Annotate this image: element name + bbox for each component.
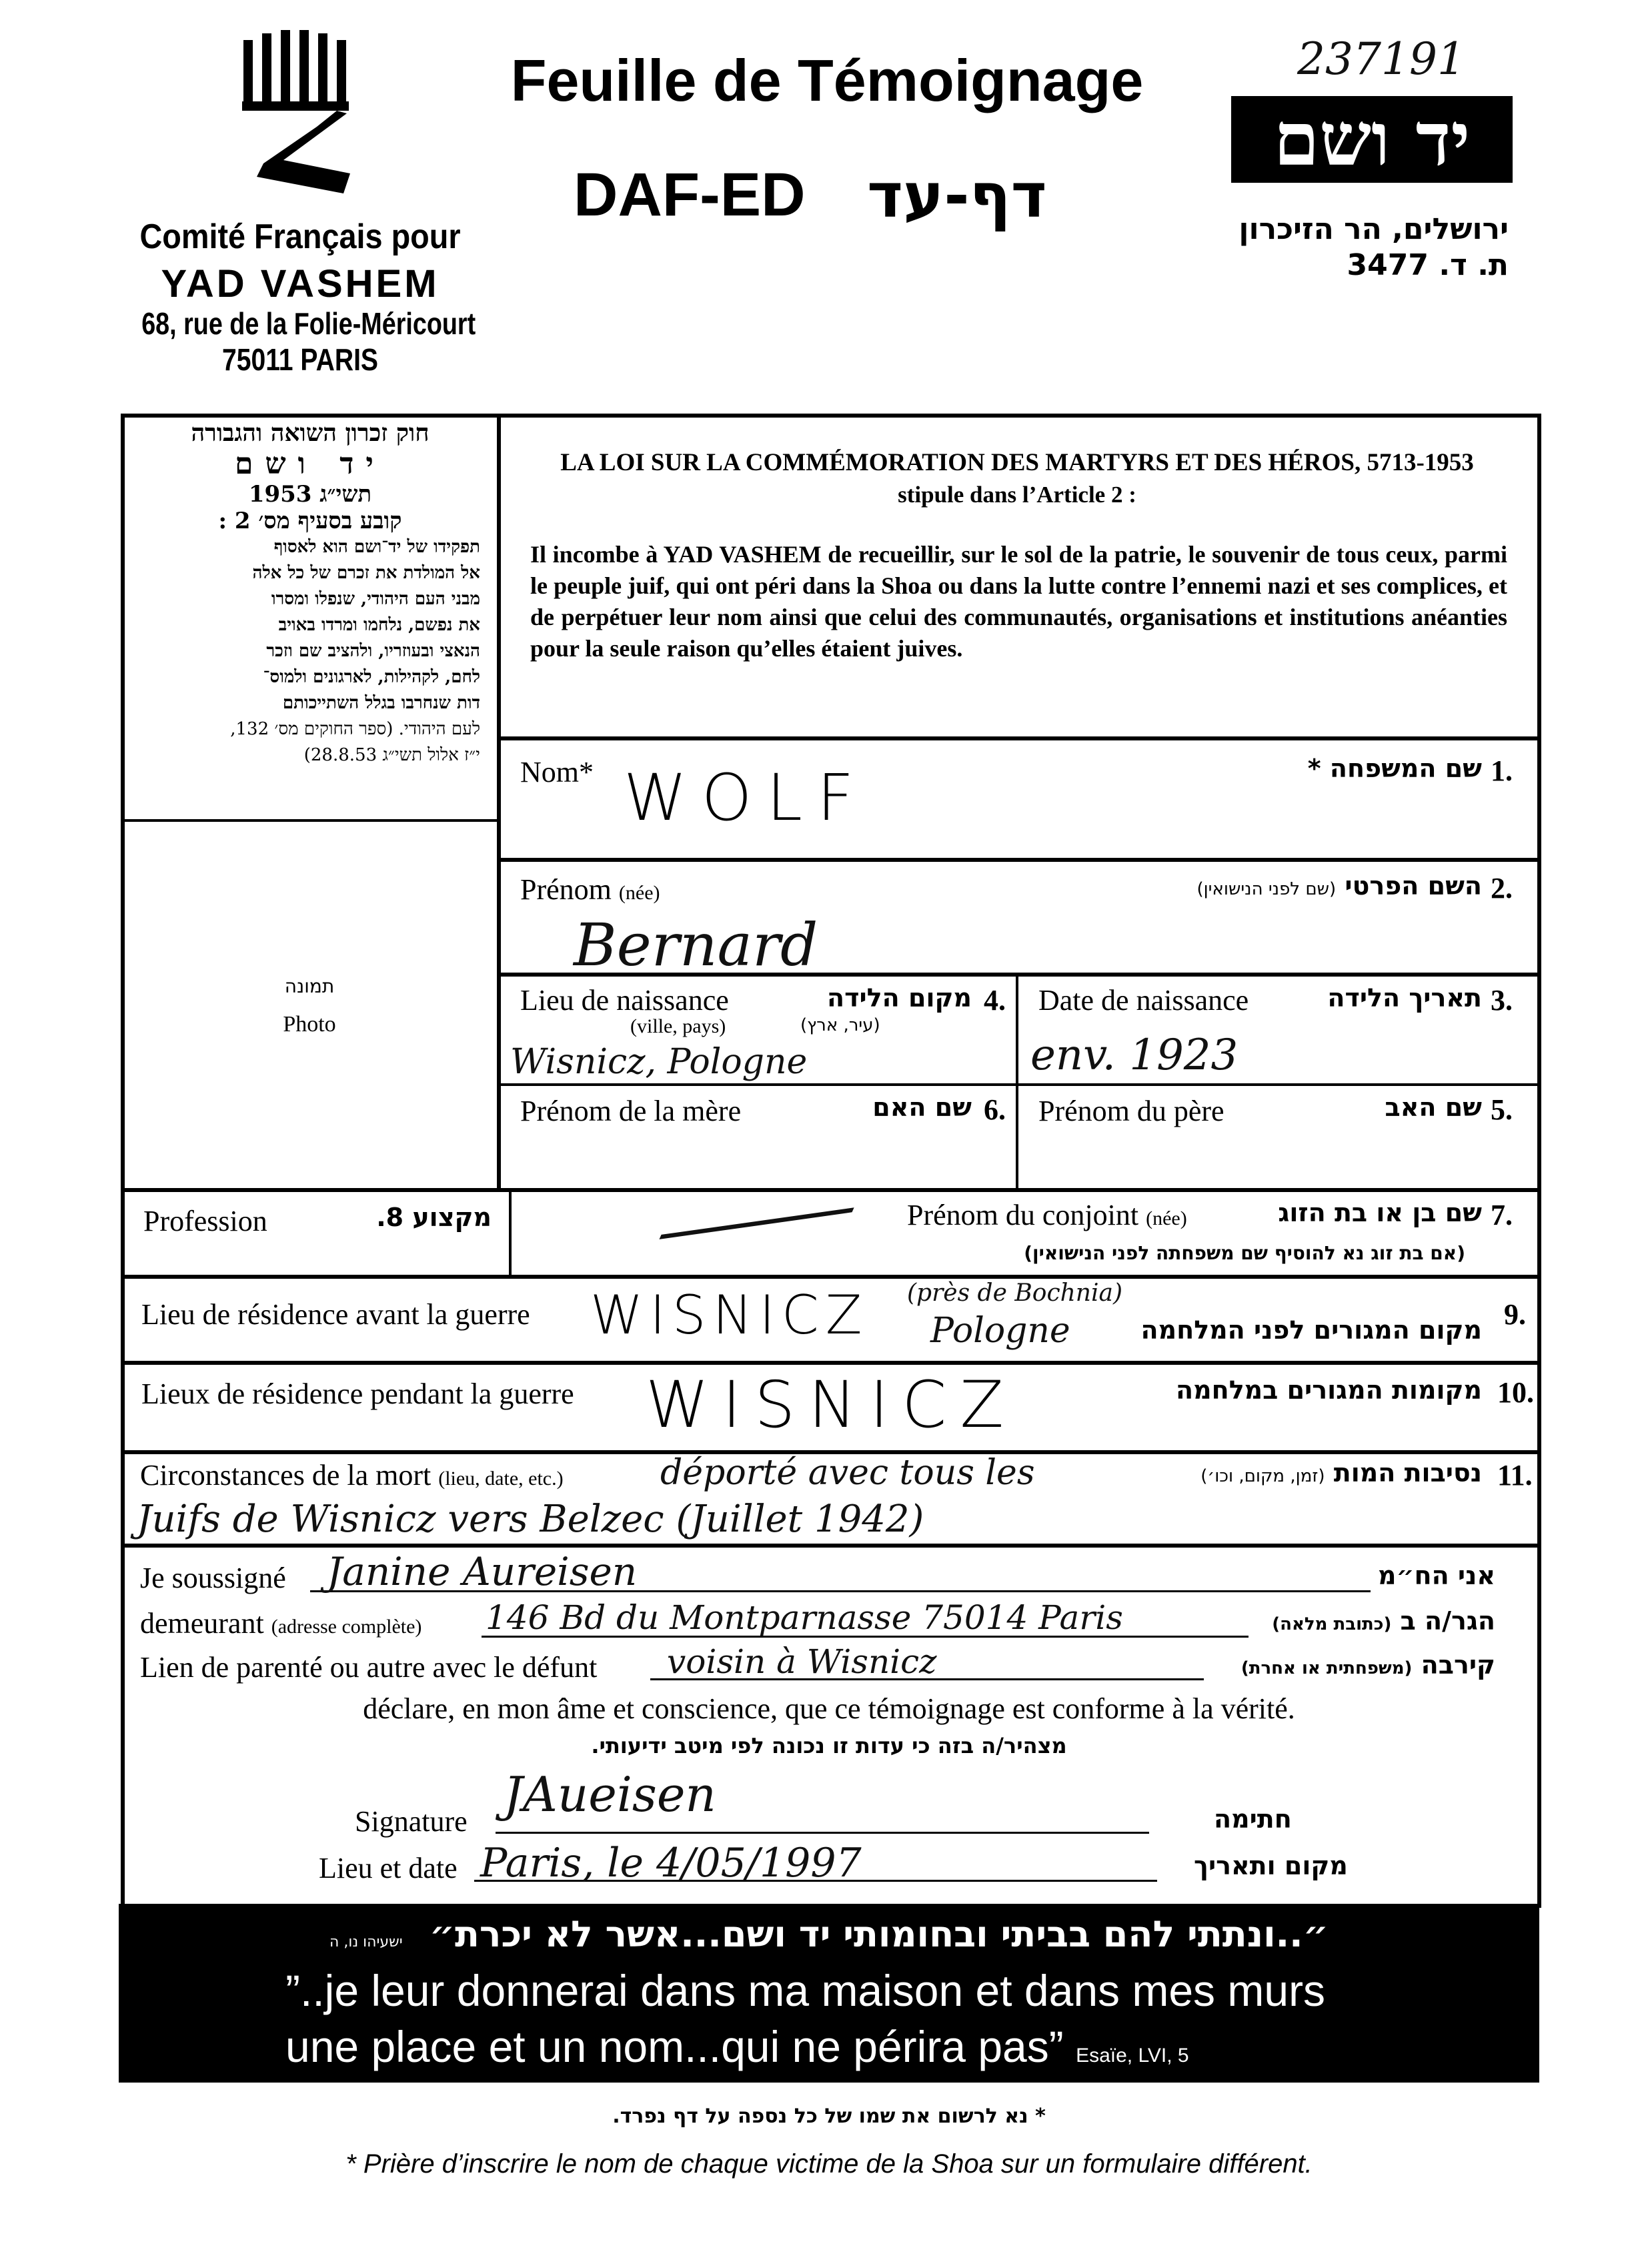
page-title: Feuille de Témoignage (510, 47, 1144, 113)
quote-he-row (119, 1913, 1539, 1955)
law-he-title: חוק זכרון השואה והגבורה (191, 419, 430, 447)
profession-label-he (376, 1203, 492, 1232)
circonstances-label-he (1200, 1458, 1482, 1488)
circonstances-note-he: (זמן, מקום, וכו׳) (1200, 1466, 1325, 1486)
field-number: 6. (984, 1093, 1006, 1126)
row-divider (121, 1275, 1537, 1279)
lien-note-he: (משפחתית או אחרת) (1241, 1658, 1413, 1678)
demeurant-label-he (1272, 1606, 1495, 1636)
date-naissance-label: Date de naissance (1038, 984, 1249, 1017)
org-yad-vashem: YAD VASHEM (161, 262, 440, 306)
row-divider (497, 858, 1537, 862)
address-he-2: ת. ד. 3477 (1347, 248, 1509, 282)
menorah-logo-icon (237, 27, 370, 200)
signature-label-he: חתימה (1214, 1804, 1292, 1834)
nom-label: Nom* (520, 756, 594, 788)
law-he-article: קובע בסעיף מס׳ 2 : (218, 508, 402, 534)
lieu-naissance-label: Lieu de naissance (520, 984, 729, 1017)
field-number: 5. (1491, 1093, 1513, 1126)
lieu-date-label: Lieu et date (319, 1852, 458, 1884)
prenom-note-he: (שם לפני הנישואין) (1196, 879, 1337, 899)
law-he-yad-vashem: יד ושם (235, 447, 385, 481)
prenom-mere-label-he: שם האם (872, 1093, 972, 1122)
lien-value[interactable]: voisin à Wisnicz (667, 1642, 937, 1681)
address-he-1: ירושלים, הר הזיכרון (1238, 212, 1509, 246)
field-number: 3. (1491, 984, 1513, 1017)
lien-label-he-text: קירבה (1421, 1650, 1495, 1680)
logo-text: יד ושם (1273, 96, 1471, 182)
field-number: 1. (1491, 754, 1513, 787)
underline (496, 1832, 1149, 1834)
profession-label: Profession (143, 1205, 267, 1237)
date-naissance-value[interactable]: env. 1923 (1030, 1031, 1238, 1080)
law-he-line: לחם, לקהילות, לארגונים ולמוס־ (263, 667, 480, 687)
quote-he: ״..ונתתי להם בביתי ובחומותי יד ושם...אשר לא יכרת״ (429, 1913, 1329, 1955)
nom-value[interactable]: WOLF (624, 760, 869, 835)
law-he-year: תשי״ג 1953 (248, 481, 372, 508)
law-he-line: אל המולדת את זכרם של כל אלה (252, 563, 480, 583)
circonstances-value-2[interactable]: Juifs de Wisnicz vers Belzec (Juillet 1942) (137, 1498, 924, 1541)
lieu-date-value[interactable]: Paris, le 4/05/1997 (480, 1840, 862, 1886)
circonstances-label (140, 1458, 564, 1492)
circonstances-value-1[interactable]: déporté avec tous les (660, 1453, 1035, 1493)
soussigne-label-he: אני הח״מ (1378, 1561, 1495, 1590)
field-number: 10. (1497, 1376, 1534, 1409)
residence-avant-value[interactable]: WISNICZ (590, 1284, 869, 1346)
residence-avant-country[interactable]: Pologne (930, 1311, 1070, 1351)
prenom-note: (née) (618, 882, 660, 904)
signature-label: Signature (355, 1805, 468, 1838)
demeurant-label-he-text: הגר/ה ב (1400, 1606, 1495, 1636)
subtitle-he: דף-עד (867, 160, 1047, 231)
circonstances-label-he-text: נסיבות המות (1333, 1458, 1482, 1488)
demeurant-note: (adresse complète) (271, 1616, 422, 1638)
lieu-naissance-value[interactable]: Wisnicz, Pologne (510, 1042, 808, 1082)
org-city: 75011 PARIS (221, 342, 379, 377)
field-number: 8. (376, 1203, 404, 1232)
soussigne-value[interactable]: Janine Aureisen (327, 1549, 638, 1594)
residence-avant-label-he: מקום המגורים לפני המלחמה (1140, 1315, 1482, 1345)
law-fr-title: LA LOI SUR LA COMMÉMORATION DES MARTYRS ET DES HÉROS, 5713-1953 (560, 449, 1474, 476)
cell-divider (509, 1188, 512, 1276)
lieu-naissance-label-he: מקום הלידה (827, 983, 972, 1013)
footnote-he: * נא לרשום את שמו של כל נספה על דף נפרד. (612, 2105, 1046, 2128)
row-divider (497, 736, 1537, 740)
field-number: 7. (1491, 1199, 1513, 1231)
lien-label: Lien de parenté ou autre avec le défunt (140, 1651, 598, 1684)
residence-pendant-label-he: מקומות המגורים במלחמה (1175, 1375, 1482, 1405)
row-divider (121, 1544, 1537, 1548)
lieu-date-label-he: מקום ותאריך (1194, 1851, 1348, 1880)
photo-divider (121, 819, 498, 822)
demeurant-label (140, 1606, 422, 1640)
conjoint-label (907, 1198, 1187, 1232)
quote-source-fr: Esaïe, LVI, 5 (1076, 2045, 1189, 2067)
law-he-line: דות שנחרבו בגלל השתייכותם (282, 693, 480, 713)
org-address: 68, rue de la Folie-Méricourt (141, 306, 476, 341)
residence-pendant-value[interactable]: WISNICZ (646, 1367, 1018, 1442)
row-divider (121, 1361, 1537, 1365)
footnote-fr: * Prière d’inscrire le nom de chaque victime de la Shoa sur un formulaire différent. (345, 2149, 1313, 2179)
prenom-mere-label: Prénom de la mère (520, 1095, 742, 1127)
law-fr-body: Il incombe à YAD VASHEM de recueillir, sur le sol de la patrie, le souvenir de tous ceux, parmi le peuple juif, qui ont péri dans la Shoa ou dans la lutte contre l’ennemi nazi et ses complices, et de perpétuer leur nom ainsi que celui des communautés, organisations et institutions anéanties pour la seule raison qu’elles étaient juives. (530, 541, 1507, 662)
residence-avant-label: Lieu de résidence avant la guerre (141, 1298, 530, 1331)
quote-source-he: ישעיהו נו, ה (329, 1934, 403, 1950)
profession-label-he-text: מקצוע (412, 1203, 492, 1232)
yad-vashem-logo-box (1231, 96, 1513, 183)
demeurant-label-text: demeurant (140, 1607, 264, 1640)
circonstances-label-text: Circonstances de la mort (140, 1459, 432, 1492)
demeurant-value[interactable]: 146 Bd du Montparnasse 75014 Paris (486, 1598, 1123, 1637)
prenom-value[interactable]: Bernard (574, 911, 818, 979)
conjoint-note-he: (אם בת זוג נא להוסיף שם משפחתה לפני הנישואין) (1024, 1242, 1465, 1264)
field-number: 11. (1497, 1459, 1533, 1492)
prenom-label-text: Prénom (520, 873, 612, 906)
subtitle-fr: DAF-ED (574, 161, 806, 229)
column-divider (497, 414, 501, 1189)
quote-fr-line1: ”..je leur donnerai dans ma maison et dans mes murs (285, 1966, 1326, 2015)
nom-label-he: שם המשפחה * (1307, 754, 1482, 783)
lien-label-he (1241, 1650, 1495, 1680)
conjoint-label-he: שם בן או בת הזוג (1278, 1198, 1482, 1227)
residence-avant-note[interactable]: (près de Bochnia) (907, 1279, 1122, 1307)
quote-fr-line2 (285, 2021, 1189, 2081)
law-he-body (127, 534, 494, 768)
law-he-line: הנאצי ובעוזריו, ולהציב שם וזכר (266, 641, 480, 661)
field-number: 2. (1491, 872, 1513, 905)
prenom-pere-label-he: שם האב (1385, 1093, 1482, 1122)
quote-banner (119, 1904, 1539, 2083)
quote-fr-line2-text: une place et un nom...qui ne périra pas” (285, 2022, 1064, 2071)
org-name: Comité Français pour (139, 217, 461, 256)
law-he-line: תפקידו של יד־ושם הוא לאסוף (273, 537, 480, 557)
law-he-line: מבני העם היהודי, שנפלו ומסרו (271, 589, 480, 609)
prenom-pere-label: Prénom du père (1038, 1095, 1224, 1127)
prenom-label-he-text: השם הפרטי (1345, 871, 1482, 901)
file-number: 237191 (1297, 33, 1465, 85)
signature-value[interactable]: JAueisen (504, 1766, 716, 1822)
conjoint-label-text: Prénom du conjoint (907, 1199, 1139, 1231)
law-he-block (127, 419, 494, 768)
declaration-he: מצהיר/ה בזה כי עדות זו נכונה לפי מיטב ידיעותי. (591, 1733, 1067, 1758)
demeurant-note-he: (כתובת מלאה) (1272, 1614, 1392, 1634)
conjoint-note: (née) (1146, 1207, 1187, 1229)
prenom-label (520, 873, 660, 907)
field-number: 9. (1504, 1298, 1526, 1331)
conjoint-value[interactable]: — (644, 1165, 868, 1272)
photo-label-fr: Photo (283, 1012, 336, 1037)
prenom-label-he (1196, 871, 1482, 901)
lieu-naissance-note-he: (עיר, ארץ) (800, 1015, 880, 1035)
law-he-line: את נפשם, נלחמו ומרדו באויב (278, 615, 480, 635)
circonstances-note: (lieu, date, etc.) (438, 1468, 564, 1490)
residence-pendant-label: Lieux de résidence pendant la guerre (141, 1377, 574, 1410)
soussigne-label: Je soussigné (140, 1562, 286, 1594)
declaration-fr: déclare, en mon âme et conscience, que ce témoignage est conforme à la vérité. (363, 1692, 1295, 1725)
law-he-line: י״ז אלול תשי״ג 28.8.53) (303, 745, 480, 765)
photo-label-he: תמונה (284, 975, 335, 997)
date-naissance-label-he: תאריך הלידה (1327, 983, 1482, 1013)
cell-divider (1016, 973, 1018, 1189)
lieu-naissance-note: (ville, pays) (630, 1015, 726, 1037)
law-fr-subtitle: stipule dans l’Article 2 : (898, 482, 1136, 508)
field-number: 4. (984, 984, 1006, 1017)
law-he-line: לעם היהודי. (ספר החוקים מס׳ 132, (230, 719, 480, 739)
